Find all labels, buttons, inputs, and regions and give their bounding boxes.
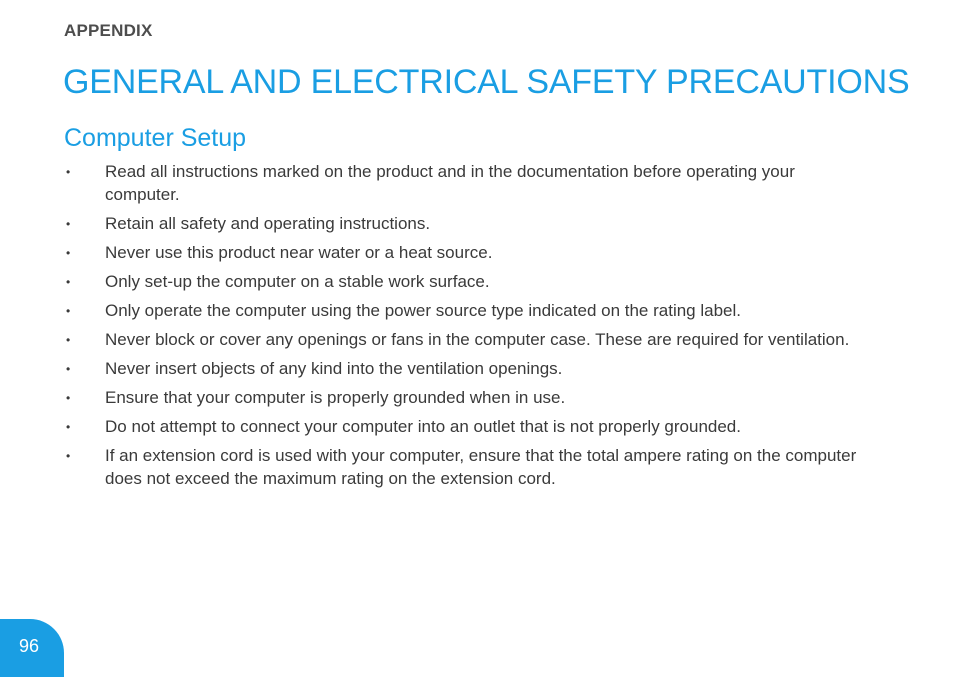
bullet-icon: • — [66, 304, 71, 318]
list-item — [64, 241, 864, 264]
page-number: 96 — [19, 636, 40, 656]
bullet-icon: • — [66, 449, 71, 463]
list-item-text: Never block or cover any openings or fans in the computer case. These are required for ventilation. — [105, 330, 850, 349]
list-item-text: Never use this product near water or a heat source. — [105, 243, 493, 262]
list-item-text: Only set-up the computer on a stable work surface. — [105, 272, 490, 291]
list-item — [64, 415, 864, 438]
list-item-text: Never insert objects of any kind into the ventilation openings. — [105, 359, 563, 378]
precaution-list — [64, 160, 864, 496]
list-item-text: Do not attempt to connect your computer into an outlet that is not properly grounded. — [105, 417, 741, 436]
bullet-icon: • — [66, 362, 71, 376]
list-item — [64, 357, 864, 380]
list-item-text: If an extension cord is used with your computer, ensure that the total ampere rating on the computer does not exceed the maximum rating on the extension cord. — [105, 446, 857, 488]
bullet-icon: • — [66, 420, 71, 434]
bullet-icon: • — [66, 391, 71, 405]
bullet-icon: • — [66, 217, 71, 231]
list-item — [64, 386, 864, 409]
list-item-text: Retain all safety and operating instructions. — [105, 214, 431, 233]
list-item-text: Only operate the computer using the power source type indicated on the rating label. — [105, 301, 741, 320]
list-item-text: Read all instructions marked on the product and in the documentation before operating your computer. — [105, 162, 795, 204]
list-item — [64, 270, 864, 293]
list-item — [64, 160, 864, 206]
bullet-icon: • — [66, 333, 71, 347]
section-label: APPENDIX — [64, 21, 153, 40]
subsection-title: Computer Setup — [64, 124, 247, 152]
bullet-icon: • — [66, 165, 71, 179]
list-item — [64, 328, 864, 351]
list-item — [64, 212, 864, 235]
page-number-tab — [0, 619, 64, 677]
list-item-text: Ensure that your computer is properly grounded when in use. — [105, 388, 566, 407]
bullet-icon: • — [66, 275, 71, 289]
list-item — [64, 299, 864, 322]
bullet-icon: • — [66, 246, 71, 260]
page-title: GENERAL AND ELECTRICAL SAFETY PRECAUTIONS — [63, 63, 910, 101]
list-item — [64, 444, 864, 490]
